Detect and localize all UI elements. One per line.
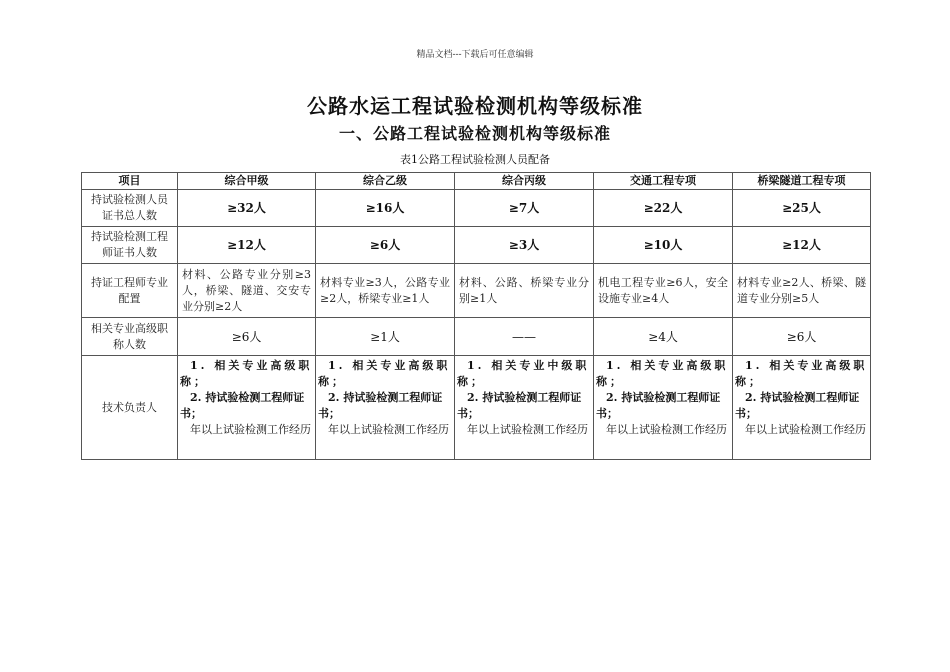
table-cell: 材料专业≥2人、桥梁、隧道专业分别≥5人 xyxy=(733,264,871,318)
table-cell: ≥12人 xyxy=(733,227,871,264)
requirement-line: 2. 持试验检测工程师证书； xyxy=(596,391,721,420)
requirement-line: 1. 相关专业高级职称； xyxy=(735,359,868,388)
header-grade-a: 综合甲级 xyxy=(178,173,316,190)
table-cell: ≥6人 xyxy=(733,318,871,356)
header-item: 项目 xyxy=(82,173,178,190)
requirement-line: 2. 持试验检测工程师证书； xyxy=(180,391,305,420)
requirement-line: 年以上试验检测工作经历 xyxy=(467,423,588,436)
table-row xyxy=(82,264,871,318)
requirement-line: 1. 相关专业高级职称； xyxy=(596,359,729,388)
header-note: 精品文档---下载后可任意编辑 xyxy=(416,50,534,60)
table-cell: ≥12人 xyxy=(178,227,316,264)
table-header-row xyxy=(82,173,871,190)
requirement-line: 2. 持试验检测工程师证书； xyxy=(735,391,860,420)
table-cell xyxy=(316,356,455,460)
table-cell xyxy=(455,356,594,460)
row-label: 持试验检测工程师证书人数 xyxy=(82,227,178,264)
table-cell: ≥32人 xyxy=(178,190,316,227)
header-grade-c: 综合丙级 xyxy=(455,173,594,190)
table-row-tech-lead xyxy=(82,356,871,460)
table-cell: ≥6人 xyxy=(316,227,455,264)
table-cell: ≥1人 xyxy=(316,318,455,356)
table-cell xyxy=(178,356,316,460)
requirement-line: 1. 相关专业高级职称； xyxy=(318,359,451,388)
requirement-line: 年以上试验检测工作经历 xyxy=(328,423,449,436)
header-traffic-eng: 交通工程专项 xyxy=(594,173,733,190)
table-cell: ≥3人 xyxy=(455,227,594,264)
row-label: 持证工程师专业配置 xyxy=(82,264,178,318)
row-label: 相关专业高级职称人数 xyxy=(82,318,178,356)
table-cell: 材料、公路、桥梁专业分别≥1人 xyxy=(455,264,594,318)
table-cell: ≥16人 xyxy=(316,190,455,227)
row-label: 技术负责人 xyxy=(82,356,178,460)
table-row xyxy=(82,318,871,356)
table-row xyxy=(82,227,871,264)
table-cell: —— xyxy=(455,318,594,356)
table-cell: ≥4人 xyxy=(594,318,733,356)
requirement-line: 2. 持试验检测工程师证书； xyxy=(457,391,582,420)
requirement-line: 年以上试验检测工作经历 xyxy=(190,423,311,436)
header-bridge-tunnel: 桥梁隧道工程专项 xyxy=(733,173,871,190)
table-cell: ≥25人 xyxy=(733,190,871,227)
table-row xyxy=(82,190,871,227)
table-cell: 机电工程专业≥6人，安全设施专业≥4人 xyxy=(594,264,733,318)
header-grade-b: 综合乙级 xyxy=(316,173,455,190)
table-cell xyxy=(594,356,733,460)
table-cell: ≥6人 xyxy=(178,318,316,356)
requirement-line: 年以上试验检测工作经历 xyxy=(745,423,866,436)
requirement-line: 1. 相关专业高级职称； xyxy=(180,359,313,388)
table-cell: ≥22人 xyxy=(594,190,733,227)
table-caption: 表1公路工程试验检测人员配备 xyxy=(400,153,550,166)
table-cell: 材料专业≥3人，公路专业≥2人，桥梁专业≥1人 xyxy=(316,264,455,318)
requirement-line: 1. 相关专业中级职称； xyxy=(457,359,590,388)
requirement-line: 2. 持试验检测工程师证书； xyxy=(318,391,443,420)
staffing-table xyxy=(81,172,871,460)
row-label: 持试验检测人员证书总人数 xyxy=(82,190,178,227)
table-cell: 材料、公路专业分别≥3人，桥梁、隧道、交安专业分别≥2人 xyxy=(178,264,316,318)
requirement-line: 年以上试验检测工作经历 xyxy=(606,423,727,436)
document-title: 公路水运工程试验检测机构等级标准 xyxy=(307,94,643,118)
table-cell: ≥7人 xyxy=(455,190,594,227)
table-cell: ≥10人 xyxy=(594,227,733,264)
section-title: 一、公路工程试验检测机构等级标准 xyxy=(338,124,611,143)
table-cell xyxy=(733,356,871,460)
